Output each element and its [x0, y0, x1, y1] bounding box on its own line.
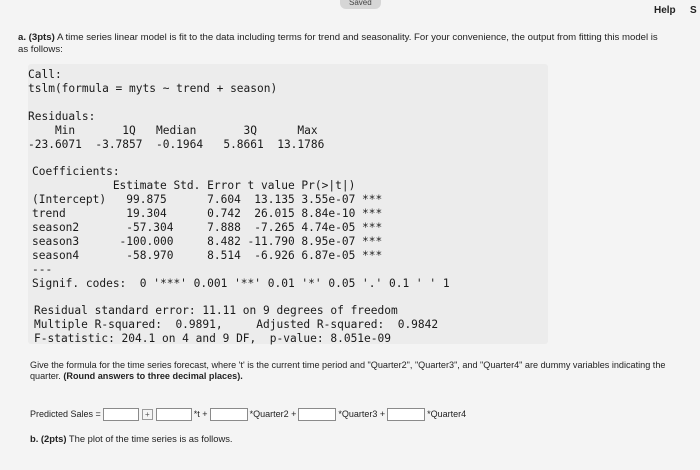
residuals-label: Residuals:	[28, 110, 96, 123]
question-part-b-text: The plot of the time series is as follows.	[68, 433, 233, 444]
coef-row-trend: trend 19.304 0.742 26.015 8.84e-10 ***	[32, 207, 383, 220]
forecast-formula-row	[30, 406, 466, 422]
quarter4-coef-answer-input[interactable]	[387, 408, 425, 421]
truncated-toolbar-link[interactable]: S	[690, 5, 697, 16]
signif-codes: Signif. codes: 0 '***' 0.001 '**' 0.01 '*' 0.05 '.' 0.1 ' ' 1	[32, 277, 450, 290]
coef-row-season4: season4 -58.970 8.514 -6.926 6.87e-05 ***	[32, 249, 383, 262]
question-part-b	[30, 433, 233, 444]
coef-row-season3: season3 -100.000 8.482 -11.790 8.95e-07 ***	[32, 235, 383, 248]
question-part-a-label: a. (3pts)	[18, 32, 55, 43]
question-part-a-text: A time series linear model is fit to the data including terms for trend and seasonality. For your convenience, the output from fitting this model is as follows:	[18, 32, 658, 55]
call-label: Call:	[28, 68, 62, 81]
residuals-values: -23.6071 -3.7857 -0.1964 5.8661 13.1786	[28, 138, 325, 151]
quarter3-coef-answer-input[interactable]	[298, 408, 336, 421]
t-term-label: *t +	[193, 409, 208, 419]
residual-standard-error: Residual standard error: 11.11 on 9 degrees of freedom	[34, 304, 398, 317]
plus-sign: +	[142, 409, 153, 420]
coef-divider: ---	[32, 263, 53, 276]
forecast-instructions	[30, 360, 670, 382]
coefficients-label: Coefficients:	[32, 165, 120, 178]
forecast-instructions-rounding: (Round answers to three decimal places).	[63, 371, 243, 381]
forecast-instructions-text: Give the formula for the time series forecast, where 't' is the current time period and "Quarter2", "Quarter3", and "Quarter4" are dummy variables indicating the quarter.	[30, 360, 666, 381]
question-part-b-label: b. (2pts)	[30, 433, 67, 444]
r-output-block	[28, 64, 548, 344]
residuals-header: Min 1Q Median 3Q Max	[28, 124, 318, 137]
coef-row-season2: season2 -57.304 7.888 -7.265 4.74e-05 ***	[32, 221, 383, 234]
quarter3-term-label: *Quarter3 +	[338, 409, 386, 419]
saved-status-badge: Saved	[340, 0, 381, 9]
help-link[interactable]: Help	[654, 5, 676, 16]
r-squared: Multiple R-squared: 0.9891, Adjusted R-squared: 0.9842	[34, 318, 439, 331]
formula-prefix: Predicted Sales =	[30, 409, 101, 419]
quarter2-term-label: *Quarter2 +	[249, 409, 297, 419]
question-part-a	[18, 32, 668, 56]
quarter4-term-label: *Quarter4	[427, 409, 467, 419]
trend-coef-answer-input[interactable]	[156, 408, 192, 421]
call-formula: tslm(formula = myts ~ trend + season)	[28, 82, 278, 95]
coefficients-header: Estimate Std. Error t value Pr(>|t|)	[32, 179, 356, 192]
top-bar	[0, 0, 700, 22]
f-statistic: F-statistic: 204.1 on 4 and 9 DF, p-value: 8.051e-09	[34, 332, 391, 345]
coef-row-intercept: (Intercept) 99.875 7.604 13.135 3.55e-07 ***	[32, 193, 383, 206]
intercept-answer-input[interactable]	[103, 408, 139, 421]
quarter2-coef-answer-input[interactable]	[210, 408, 248, 421]
